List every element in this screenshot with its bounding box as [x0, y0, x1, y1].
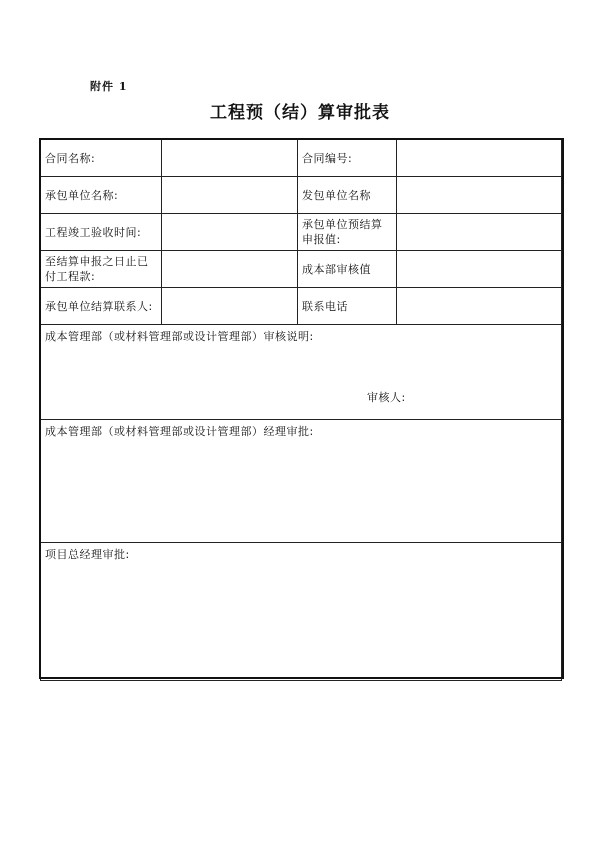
phone-label: 联系电话 [298, 288, 397, 325]
contractor-contact-label: 承包单位结算联系人: [41, 288, 162, 325]
form-row [41, 214, 562, 251]
manager-approval-section[interactable] [41, 420, 562, 543]
reviewer-label: 审核人: [367, 391, 406, 404]
cost-dept-value-field[interactable] [397, 251, 562, 288]
form-row [41, 288, 562, 325]
form-row [41, 543, 562, 681]
attachment-label: 附件 1 [90, 80, 128, 93]
contractor-name-field[interactable] [162, 177, 298, 214]
phone-field[interactable] [397, 288, 562, 325]
pm-approval-label: 项目总经理审批: [45, 548, 130, 561]
cost-review-label: 成本管理部（或材料管理部或设计管理部）审核说明: [45, 330, 314, 343]
manager-approval-label: 成本管理部（或材料管理部或设计管理部）经理审批: [45, 425, 314, 438]
pm-approval-section[interactable] [41, 543, 562, 681]
completion-time-field[interactable] [162, 214, 298, 251]
paid-amount-label: 至结算申报之日止已付工程款: [41, 251, 162, 288]
contract-no-label: 合同编号: [298, 140, 397, 177]
form-row [41, 140, 562, 177]
contractor-estimate-field[interactable] [397, 214, 562, 251]
contractor-name-label: 承包单位名称: [41, 177, 162, 214]
approval-form-table [40, 139, 562, 681]
contractor-contact-field[interactable] [162, 288, 298, 325]
employer-name-label: 发包单位名称 [298, 177, 397, 214]
contract-name-label: 合同名称: [41, 140, 162, 177]
contract-name-field[interactable] [162, 140, 298, 177]
form-row [41, 251, 562, 288]
contract-no-field[interactable] [397, 140, 562, 177]
form-row [41, 325, 562, 420]
paid-amount-field[interactable] [162, 251, 298, 288]
form-row [41, 177, 562, 214]
completion-time-label: 工程竣工验收时间: [41, 214, 162, 251]
form-row [41, 420, 562, 543]
cost-review-section[interactable] [41, 325, 562, 420]
employer-name-field[interactable] [397, 177, 562, 214]
contractor-estimate-label: 承包单位预结算申报值: [298, 214, 397, 251]
document-title: 工程预（结）算审批表 [210, 103, 390, 123]
cost-dept-value-label: 成本部审核值 [298, 251, 397, 288]
